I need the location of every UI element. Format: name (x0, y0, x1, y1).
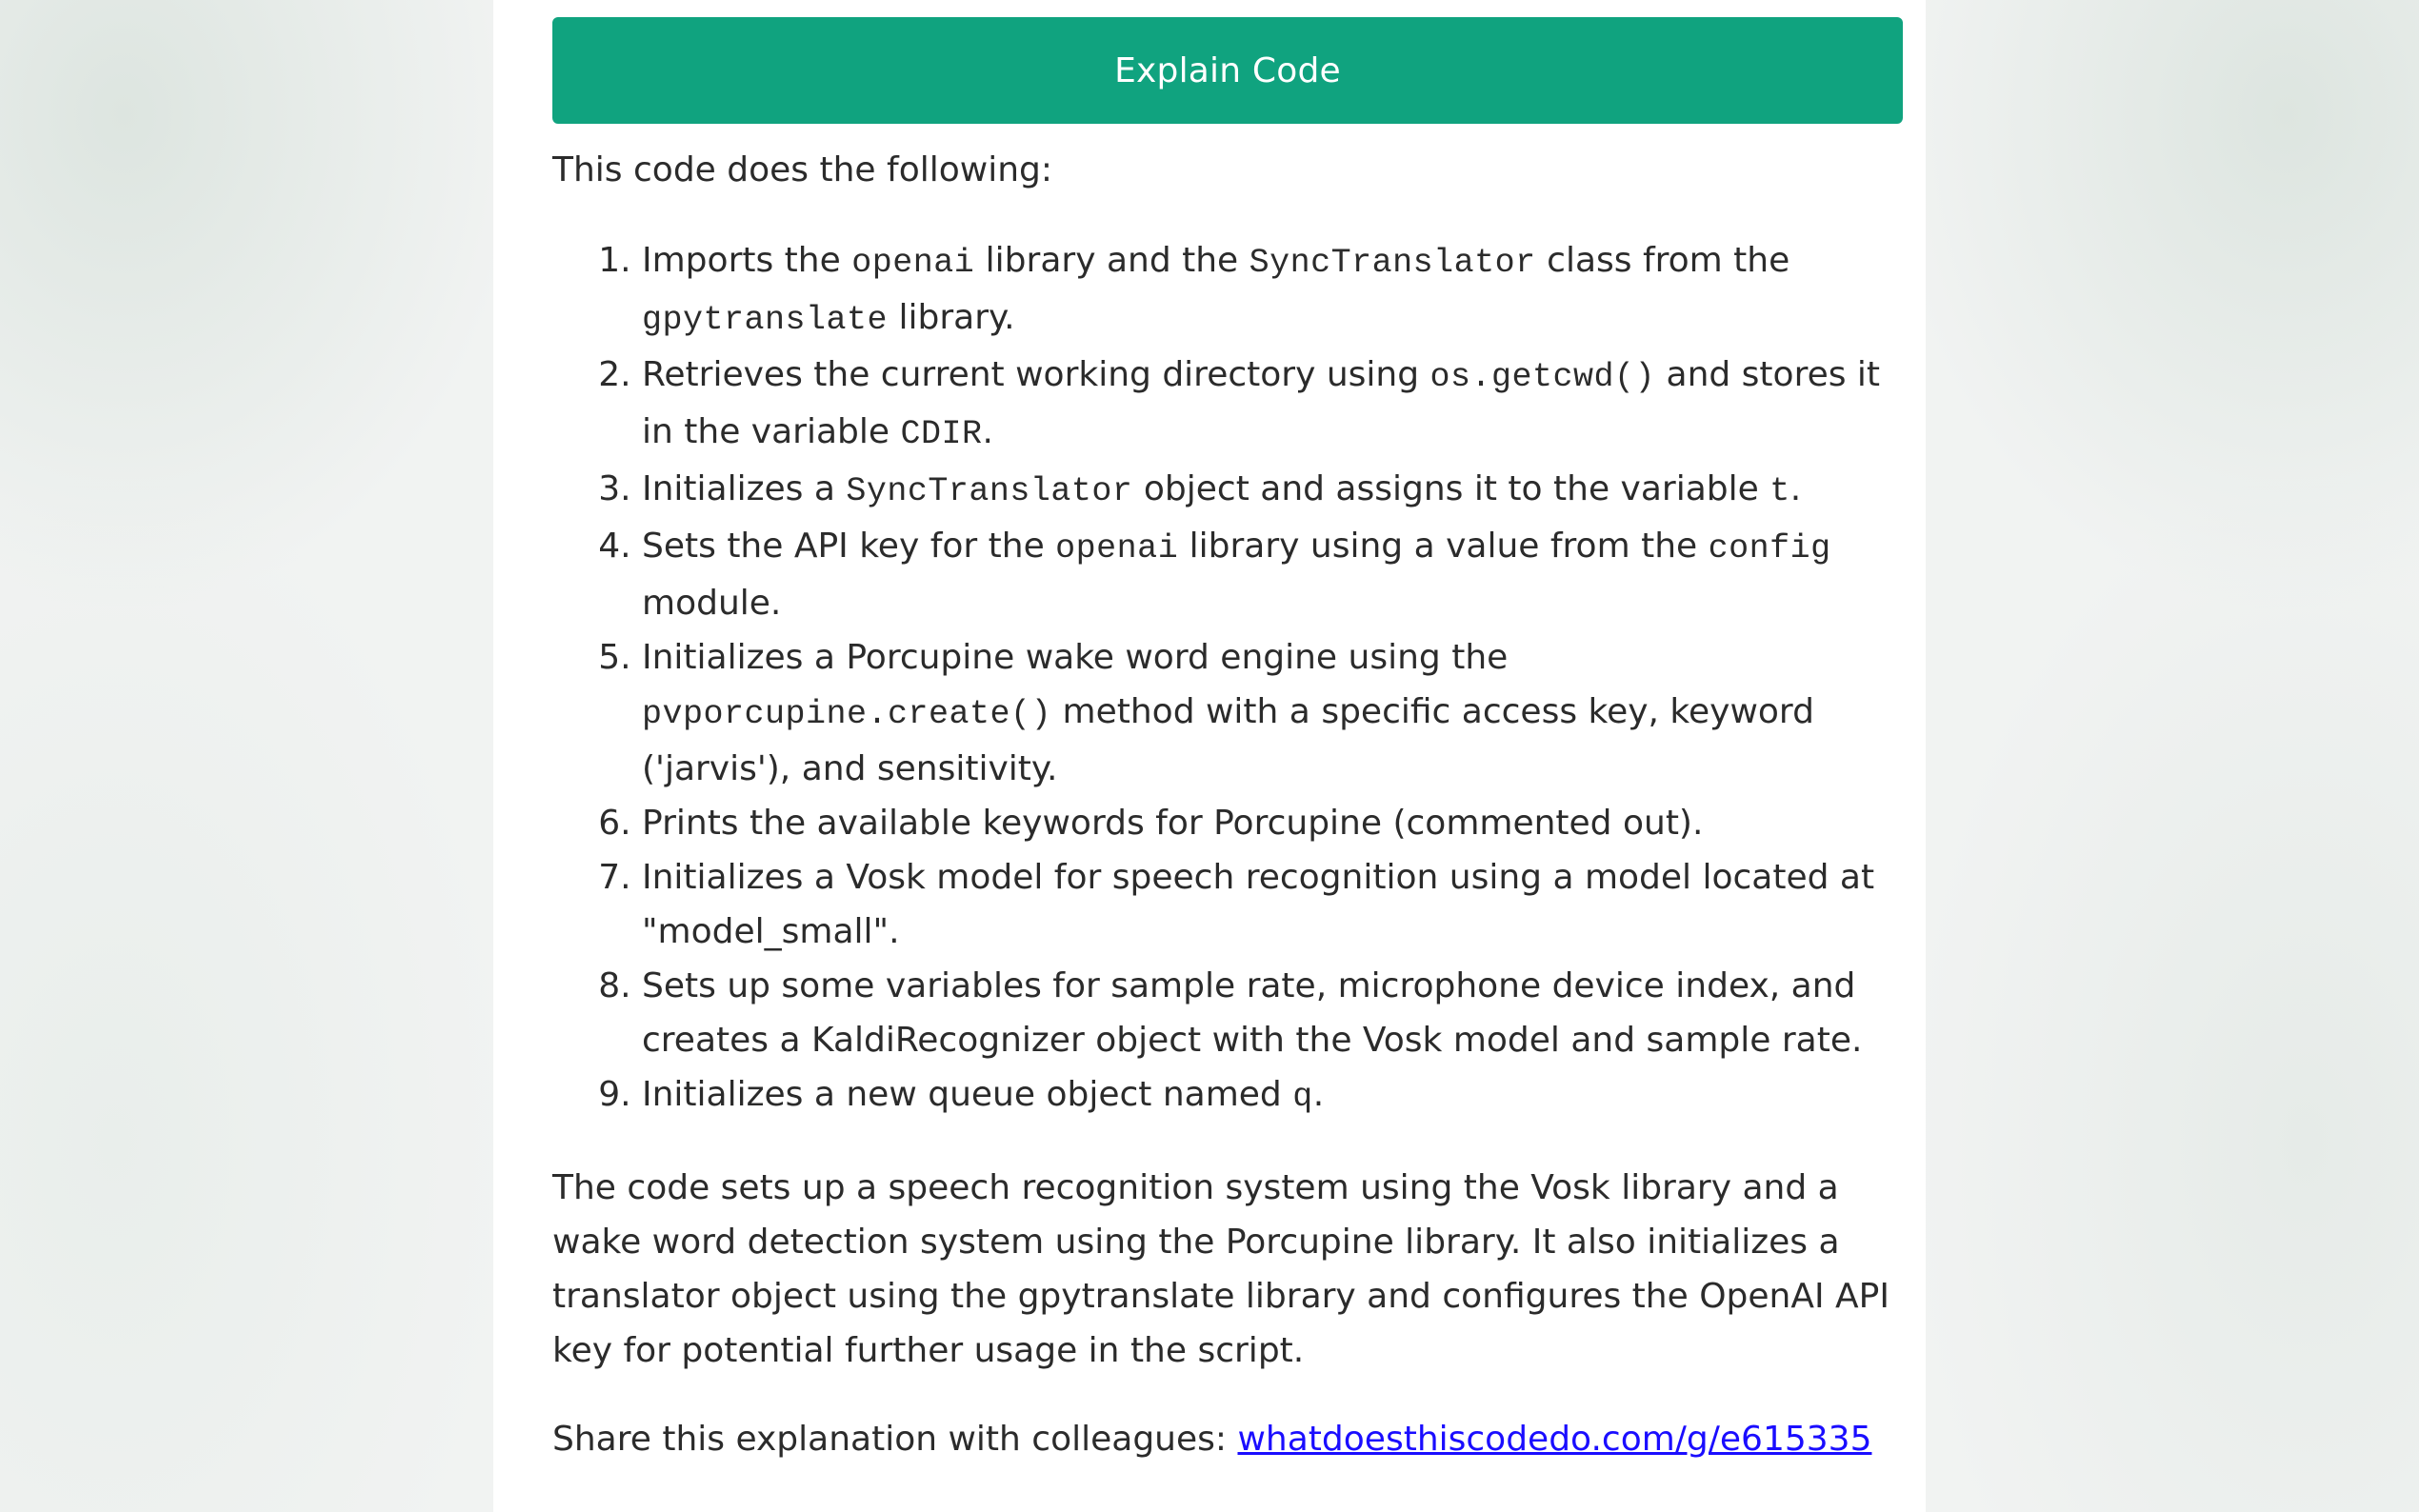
step-text: object and assigns it to the variable (1132, 469, 1770, 508)
step-item (642, 519, 1903, 630)
step-text: Initializes a Porcupine wake word engine using the (642, 638, 1509, 677)
inline-code: config (1708, 529, 1831, 567)
step-text: Retrieves the current working directory using (642, 355, 1430, 394)
inline-code: t (1769, 472, 1790, 510)
step-text: Prints the available keywords for Porcupine (commented out). (642, 804, 1704, 843)
step-item (642, 233, 1903, 348)
step-text: Initializes a Vosk model for speech recognition using a model located at "model_small". (642, 858, 1875, 951)
inline-code: SyncTranslator (846, 472, 1133, 510)
step-text: library. (888, 298, 1015, 337)
step-item (642, 1067, 1903, 1124)
step-item (642, 630, 1903, 796)
step-text: method with a specific access key, keyword ('jarvis'), and sensitivity. (642, 692, 1814, 788)
step-item (642, 850, 1903, 959)
inline-code: openai (1055, 529, 1179, 567)
share-link[interactable]: whatdoesthiscodedo.com/g/e615335 (1237, 1420, 1872, 1459)
explain-code-button[interactable]: Explain Code (552, 17, 1903, 124)
steps-list (552, 233, 1903, 1124)
inline-code: CDIR (900, 415, 983, 453)
step-text: Initializes a (642, 469, 847, 508)
share-label: Share this explanation with colleagues: (552, 1420, 1238, 1459)
inline-code: SyncTranslator (1249, 244, 1536, 282)
step-text: Sets up some variables for sample rate, microphone device index, and creates a KaldiRecognizer object with the Vosk model and sample rate. (642, 966, 1863, 1060)
step-text: and stores it in the variable (642, 355, 1881, 451)
explanation-card (493, 0, 1926, 1512)
step-text: Initializes a new queue object named (642, 1075, 1293, 1114)
step-item (642, 796, 1903, 850)
step-text: . (1789, 469, 1802, 508)
step-text: . (982, 412, 993, 451)
step-text: . (1312, 1075, 1325, 1114)
step-item (642, 959, 1903, 1067)
step-text: Imports the (642, 241, 852, 280)
step-item (642, 462, 1903, 519)
summary-text: The code sets up a speech recognition system using the Vosk library and a wake word detection system using the Porcupine library. It also initializes a translator object using the gpytranslate library and configures the OpenAI API key for potential further usage in the script. (552, 1168, 1889, 1370)
step-item (642, 348, 1903, 462)
step-text: Sets the API key for the (642, 527, 1056, 566)
inline-code: os.getcwd() (1429, 358, 1656, 396)
inline-code: q (1292, 1078, 1313, 1116)
explanation-content (552, 143, 1903, 1466)
intro-text: This code does the following: (552, 150, 1052, 189)
step-text: class from the (1535, 241, 1790, 280)
share-line (552, 1412, 1903, 1466)
step-text: library using a value from the (1178, 527, 1709, 566)
inline-code: gpytranslate (642, 301, 889, 339)
inline-code: openai (851, 244, 975, 282)
step-text: module. (642, 584, 782, 623)
inline-code: pvporcupine.create() (642, 695, 1052, 733)
step-text: library and the (974, 241, 1249, 280)
